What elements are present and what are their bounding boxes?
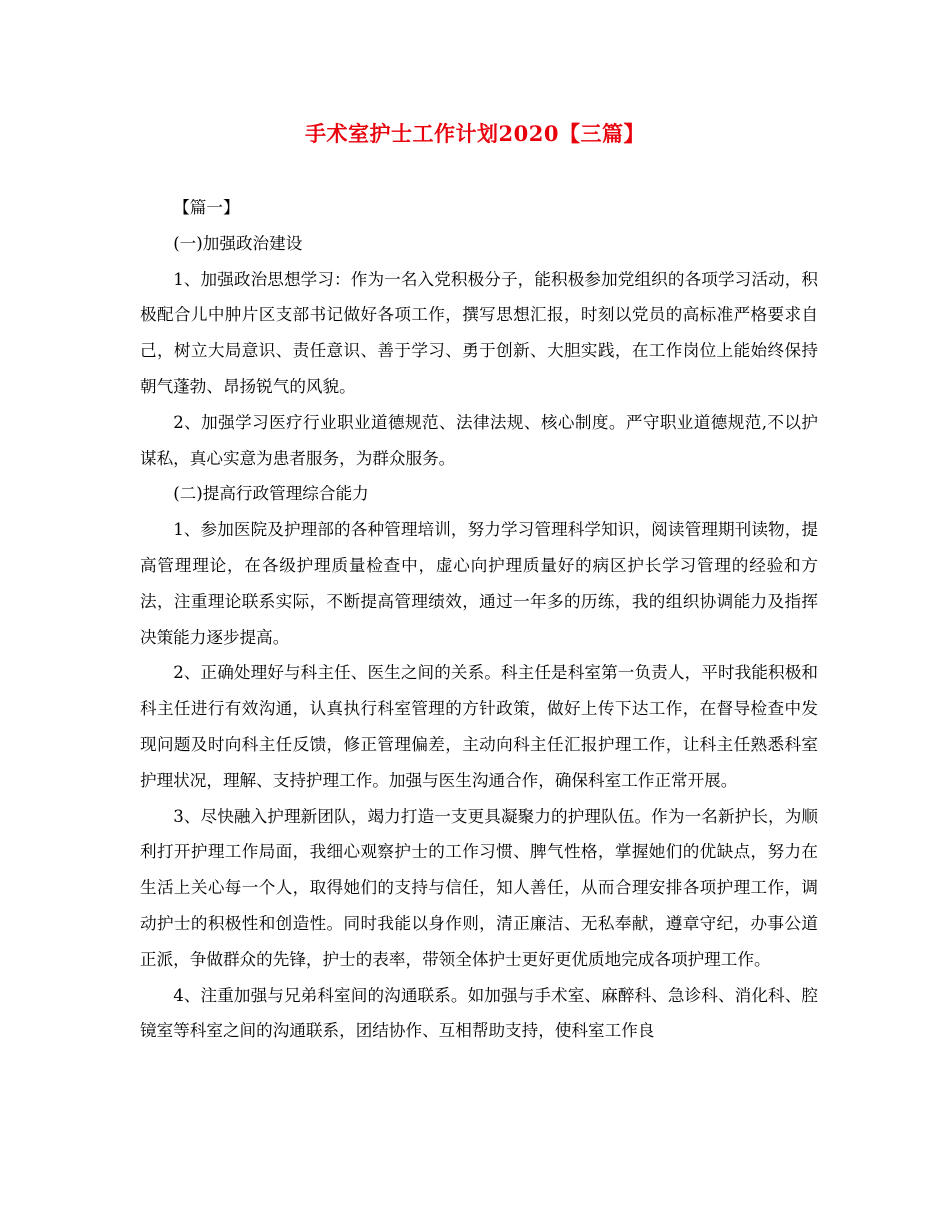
paragraph: 3、尽快融入护理新团队，竭力打造一支更具凝聚力的护理队伍。作为一名新护长，为顺利打开护理工作局面，我细心观察护士的工作习惯、脾气性格，掌握她们的优缺点，努力在生活上关心每一个人，取得她们的支持与信任，知人善任，从而合理安排各项护理工作，调动护士的积极性和创造性。同时我能以身作则，清正廉洁、无私奉献，遵章守纪，办事公道正派，争做群众的先锋，护士的表率，带领全体护士更好更优质地完成各项护理工作。 — [140, 806, 818, 969]
subheading-management: (二)提高行政管理综合能力 — [173, 484, 369, 504]
document-title: 手术室护士工作计划2020【三篇】 — [305, 121, 645, 146]
paragraph: 2、正确处理好与科主任、医生之间的关系。科主任是科室第一负责人，平时我能积极和科主任进行有效沟通，认真执行科室管理的方针政策，做好上传下达工作，在督导检查中发现问题及时向科主任反馈，修正管理偏差，主动向科主任汇报护理工作，让科主任熟悉科室护理状况，理解、支持护理工作。加强与医生沟通合作，确保科室工作正常开展。 — [140, 663, 818, 790]
section-label: 【篇一】 — [173, 198, 240, 217]
subheading-political: (一)加强政治建设 — [173, 233, 303, 253]
document-body — [140, 190, 818, 1049]
paragraph: 4、注重加强与兄弟科室间的沟通联系。如加强与手术室、麻醉科、急诊科、消化科、腔镜室等科室之间的沟通联系，团结协作、互相帮助支持，使科室工作良 — [140, 985, 818, 1041]
paragraph: 1、加强政治思想学习：作为一名入党积极分子，能积极参加党组织的各项学习活动，积极配合儿中肿片区支部书记做好各项工作，撰写思想汇报，时刻以党员的高标准严格要求自己，树立大局意识、责任意识、善于学习、勇于创新、大胆实践，在工作岗位上能始终保持朝气蓬勃、昂扬锐气的风貌。 — [140, 269, 818, 396]
paragraph: 2、加强学习医疗行业职业道德规范、法律法规、核心制度。严守职业道德规范,不以护谋私，真心实意为患者服务，为群众服务。 — [140, 412, 818, 468]
paragraph: 1、参加医院及护理部的各种管理培训，努力学习管理科学知识，阅读管理期刊读物，提高管理理论，在各级护理质量检查中，虚心向护理质量好的病区护长学习管理的经验和方法，注重理论联系实际，不断提高管理绩效，通过一年多的历练，我的组织协调能力及指挥决策能力逐步提高。 — [140, 520, 818, 647]
